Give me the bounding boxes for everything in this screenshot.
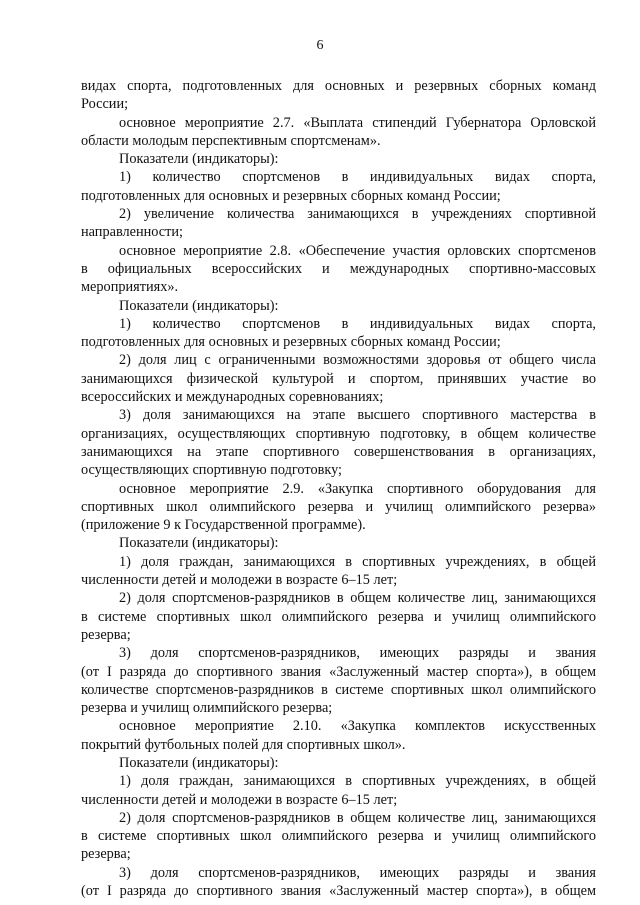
text-line: мероприятиях». (81, 279, 179, 296)
text-line: области молодым перспективным спортсменам». (81, 132, 381, 149)
text-line: в официальных всероссийских и международных спортивно-массовых (81, 260, 596, 277)
text-line: 2) доля спортсменов-разрядников в общем количестве лиц, занимающихся (119, 590, 596, 607)
text-line: основное мероприятие 2.10. «Закупка комплектов искусственных (119, 718, 596, 735)
text-line: занимающихся на этапе спортивного совершенствования в организациях, (81, 443, 596, 460)
text-line: подготовленных для основных и резервных сборных команд России; (81, 187, 501, 204)
text-line: в системе спортивных школ олимпийского резерва и училищ олимпийского (81, 828, 596, 845)
text-line: спортивных школ олимпийского резерва и училищ олимпийского резерва» (81, 498, 596, 515)
text-line: (от I разряда до спортивного звания «Заслуженный мастер спорта»), в общем (81, 663, 596, 680)
text-line: России; (81, 96, 129, 113)
text-line: резерва; (81, 626, 131, 643)
text-line: численности детей и молодежи в возрасте 6–15 лет; (81, 572, 398, 589)
text-line: 3) доля занимающихся на этапе высшего спортивного мастерства в (119, 407, 596, 424)
text-line: 2) доля лиц с ограниченными возможностями здоровья от общего числа (119, 352, 596, 369)
text-line: 1) доля граждан, занимающихся в спортивных учреждениях, в общей (119, 553, 596, 570)
text-line: 1) количество спортсменов в индивидуальных видах спорта, (119, 315, 596, 332)
text-line: 3) доля спортсменов-разрядников, имеющих разряды и звания (119, 864, 596, 881)
text-line: резерва; (81, 846, 131, 863)
document-body (81, 77, 596, 900)
text-line: основное мероприятие 2.7. «Выплата стипендий Губернатора Орловской (119, 114, 596, 131)
text-line: всероссийских и международных соревнованиях; (81, 389, 384, 406)
text-line: Показатели (индикаторы): (119, 151, 279, 168)
text-line: резерва и училищ олимпийского резерва; (81, 700, 333, 717)
text-line: видах спорта, подготовленных для основных и резервных сборных команд (81, 78, 596, 94)
text-line: организациях, осуществляющих спортивную подготовку, в общем количестве (81, 425, 596, 442)
text-line: (приложение 9 к Государственной программе). (81, 517, 366, 534)
text-line: Показатели (индикаторы): (119, 754, 279, 771)
text-line: покрытий футбольных полей для спортивных школ». (81, 736, 406, 753)
text-line: (от I разряда до спортивного звания «Заслуженный мастер спорта»), в общем (81, 883, 596, 900)
text-line: основное мероприятие 2.9. «Закупка спортивного оборудования для (119, 480, 596, 497)
text-line: 1) доля граждан, занимающихся в спортивных учреждениях, в общей (119, 773, 596, 790)
text-line: направленности; (81, 224, 184, 241)
text-line: занимающихся физической культурой и спортом, принявших участие во (81, 370, 596, 387)
text-line: 1) количество спортсменов в индивидуальных видах спорта, (119, 169, 596, 186)
page-number: 6 (316, 38, 324, 53)
text-line: количестве спортсменов-разрядников в системе спортивных школ олимпийского (81, 681, 596, 698)
text-line: основное мероприятие 2.8. «Обеспечение участия орловских спортсменов (119, 242, 596, 259)
text-line: подготовленных для основных и резервных сборных команд России; (81, 334, 501, 351)
text-line: Показатели (индикаторы): (119, 535, 279, 552)
text-line: 3) доля спортсменов-разрядников, имеющих разряды и звания (119, 645, 596, 662)
text-line: Показатели (индикаторы): (119, 297, 279, 314)
text-line: численности детей и молодежи в возрасте 6–15 лет; (81, 791, 398, 808)
text-line: 2) доля спортсменов-разрядников в общем количестве лиц, занимающихся (119, 809, 596, 826)
text-line: 2) увеличение количества занимающихся в учреждениях спортивной (119, 206, 596, 223)
text-line: осуществляющих спортивную подготовку; (81, 462, 343, 479)
text-line: в системе спортивных школ олимпийского резерва и училищ олимпийского (81, 608, 596, 625)
